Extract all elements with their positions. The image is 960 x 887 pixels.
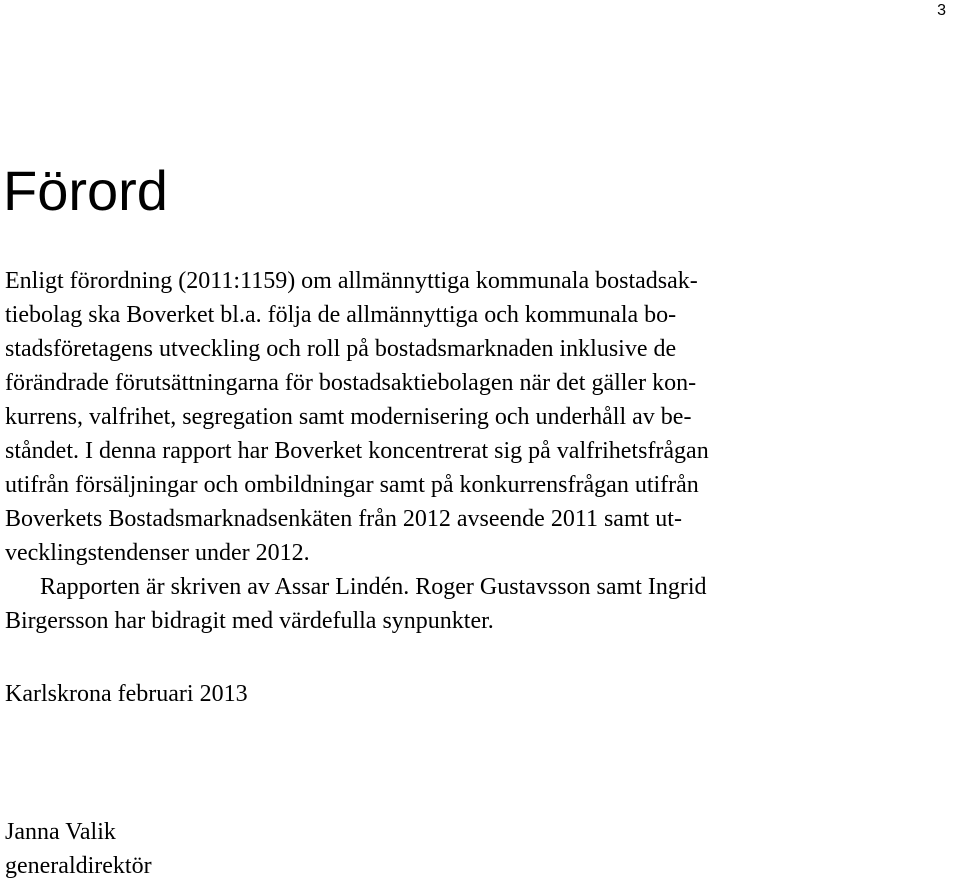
signatory-role: generaldirektör [5,853,152,879]
page-title: Förord [3,159,168,222]
page-number: 3 [937,2,946,19]
paragraph-line: stadsföretagens utveckling och roll på bostadsmarknaden inklusive de [5,336,677,362]
signatory-name: Janna Valik [5,819,116,845]
foreword-body [5,264,955,638]
paragraph-line: förändrade förutsättningarna för bostadsaktiebolagen när det gäller kon- [5,370,697,396]
paragraph-line: utifrån försäljningar och ombildningar samt på konkurrensfrågan utifrån [5,472,699,498]
paragraph-line: ståndet. I denna rapport har Boverket koncentrerat sig på valfrihetsfrågan [5,438,709,464]
paragraph-line: tiebolag ska Boverket bl.a. följa de allmännyttiga och kommunala bo- [5,302,677,328]
paragraph-line: Boverkets Bostadsmarknadsenkäten från 2012 avseende 2011 samt ut- [5,506,682,532]
paragraph-line: kurrens, valfrihet, segregation samt modernisering och underhåll av be- [5,404,692,430]
place-date: Karlskrona februari 2013 [5,681,248,707]
paragraph-line: Rapporten är skriven av Assar Lindén. Roger Gustavsson samt Ingrid [40,574,707,600]
paragraph-line: Birgersson har bidragit med värdefulla synpunkter. [5,608,494,634]
signature-block [5,815,152,883]
paragraph-line: vecklingstendenser under 2012. [5,540,310,566]
paragraph-line: Enligt förordning (2011:1159) om allmännyttiga kommunala bostadsak- [5,268,698,294]
